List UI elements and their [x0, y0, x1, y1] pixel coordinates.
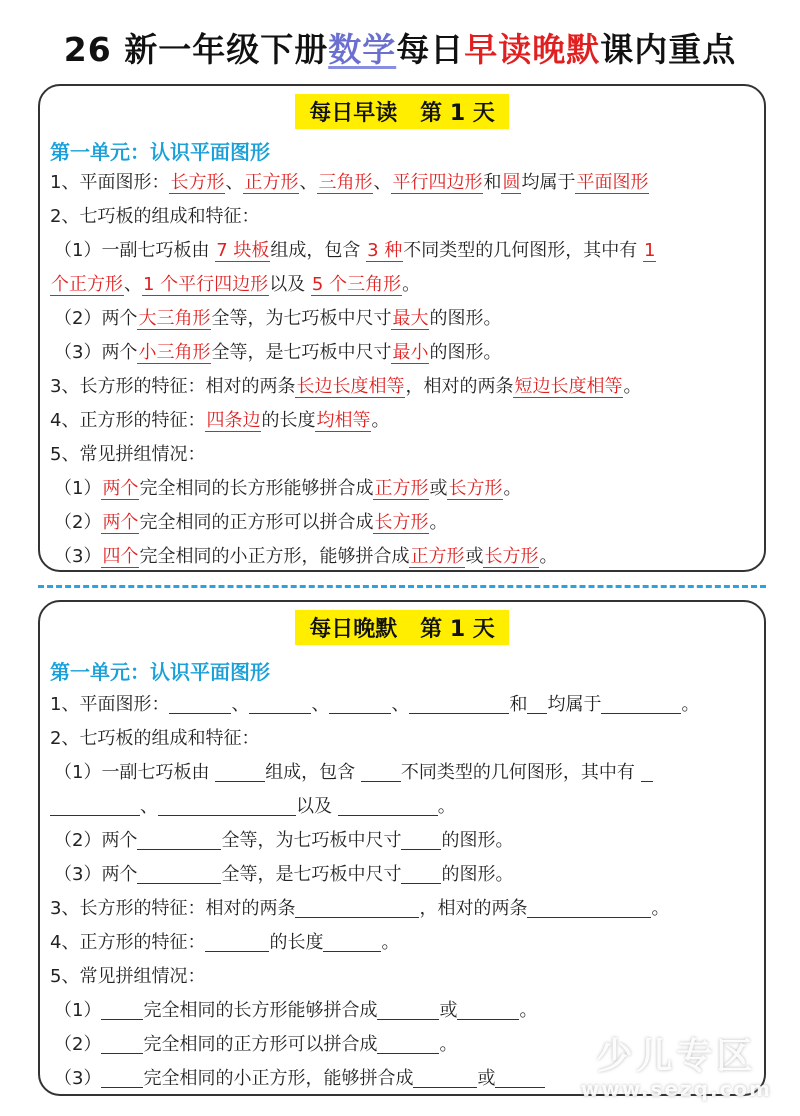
text: 组成，包含: [265, 762, 361, 783]
text: 完全相同的正方形可以拼合成: [139, 512, 374, 533]
blank[interactable]: [323, 930, 381, 952]
text: 、: [373, 172, 392, 193]
text: 。: [439, 1034, 458, 1055]
answer: 四个: [102, 546, 139, 567]
text: 、: [231, 694, 250, 715]
card-header: [40, 94, 764, 129]
title-part: 课内重点: [600, 30, 737, 69]
line: [50, 892, 754, 926]
line: 2、七巧板的组成和特征：: [50, 206, 260, 227]
morning-reading-card: [38, 84, 766, 572]
text: 的图形。: [429, 308, 502, 329]
unit-title: 第一单元：认识平面图形: [50, 660, 270, 684]
line: [50, 404, 754, 438]
blank[interactable]: [361, 760, 401, 782]
blank[interactable]: [377, 998, 439, 1020]
answer: 长边长度相等: [296, 376, 405, 397]
line: [50, 926, 754, 960]
line: [50, 506, 754, 540]
blank[interactable]: [101, 1032, 143, 1054]
text: 、: [391, 694, 410, 715]
answer: 两个: [102, 512, 139, 533]
text: 全等，为七巧板中尺寸: [221, 830, 402, 851]
blank[interactable]: [601, 692, 681, 714]
text: 的图形。: [441, 830, 514, 851]
line: [50, 336, 754, 370]
text: 。: [539, 546, 558, 567]
answer: 5 个三角形: [311, 274, 402, 295]
line: [50, 302, 754, 336]
text: 组成，包含: [270, 240, 367, 261]
blank[interactable]: [101, 1066, 143, 1088]
answer: 正方形: [410, 546, 465, 567]
answer: 3 种: [367, 240, 403, 261]
text: （1）一副七巧板由: [54, 762, 216, 783]
line: 5、常见拼组情况：: [50, 966, 206, 987]
text: 的长度: [261, 410, 316, 431]
text: （3）两个: [54, 342, 138, 363]
text: 全等，是七巧板中尺寸: [211, 342, 392, 363]
title-highlight: 早读晚默: [464, 30, 601, 69]
answer: 长方形: [484, 546, 539, 567]
text: 的图形。: [441, 864, 514, 885]
answer: 正方形: [374, 478, 429, 499]
text: 的图形。: [429, 342, 502, 363]
blank[interactable]: [641, 760, 653, 782]
blank[interactable]: [527, 692, 547, 714]
text: 全等，是七巧板中尺寸: [221, 864, 402, 885]
text: 或: [465, 546, 484, 567]
blank[interactable]: [401, 862, 441, 884]
blank[interactable]: [50, 794, 140, 816]
text: 1、平面图形：: [50, 172, 170, 193]
answer: 短边长度相等: [514, 376, 623, 397]
line: [50, 994, 754, 1028]
text: 3、长方形的特征：相对的两条: [50, 898, 296, 919]
blank[interactable]: [527, 896, 651, 918]
site-watermark: [581, 1028, 772, 1101]
text: 或: [429, 478, 448, 499]
line: [50, 268, 754, 302]
answer: 1: [644, 240, 656, 261]
text: ，相对的两条: [419, 898, 528, 919]
text: 。: [429, 512, 448, 533]
text: 不同类型的几何图形，其中有: [403, 240, 644, 261]
title-part: 26 新一年级下册: [63, 30, 329, 69]
line: [50, 790, 754, 824]
blank[interactable]: [457, 998, 519, 1020]
text: 不同类型的几何图形，其中有: [400, 762, 641, 783]
watermark-url: www.sezq.com: [580, 1077, 772, 1101]
text: 。: [402, 274, 421, 295]
text: 。: [503, 478, 522, 499]
text: 3、长方形的特征：相对的两条: [50, 376, 296, 397]
text: 、: [225, 172, 244, 193]
watermark-name: 少儿专区: [596, 1036, 757, 1077]
line: [50, 858, 754, 892]
answer: 圆: [502, 172, 521, 193]
line: [50, 472, 754, 506]
text: 和: [509, 694, 528, 715]
blank[interactable]: [377, 1032, 439, 1054]
answer: 平行四边形: [392, 172, 483, 193]
card-header-label: 每日早读 第 1 天: [295, 94, 509, 129]
unit-title: 第一单元：认识平面图形: [50, 140, 270, 164]
blank[interactable]: [249, 692, 311, 714]
blank[interactable]: [401, 828, 441, 850]
text: 。: [371, 410, 390, 431]
text: 4、正方形的特征：: [50, 932, 206, 953]
text: 均属于: [521, 172, 576, 193]
line: [50, 540, 754, 574]
text: 均属于: [547, 694, 602, 715]
text: （3）: [54, 1068, 102, 1089]
blank[interactable]: [495, 1066, 545, 1088]
answer: 两个: [102, 478, 139, 499]
title-part: 每日: [396, 30, 465, 69]
answer: 小三角形: [138, 342, 211, 363]
text: 以及: [296, 796, 338, 817]
blank[interactable]: [137, 828, 221, 850]
text: 或: [477, 1068, 496, 1089]
text: 完全相同的小正方形，能够拼合成: [139, 546, 410, 567]
answer: 最大: [392, 308, 429, 329]
blank[interactable]: [215, 760, 265, 782]
answer: 平面图形: [576, 172, 649, 193]
evening-dictation-card: [38, 600, 766, 1096]
text: （2）两个: [54, 308, 138, 329]
answer: 大三角形: [138, 308, 211, 329]
answer: 四条边: [206, 410, 261, 431]
text: 、: [124, 274, 142, 295]
blank[interactable]: [295, 896, 419, 918]
answer: 长方形: [374, 512, 429, 533]
text: 。: [681, 694, 700, 715]
text: （3）: [54, 546, 102, 567]
blank[interactable]: [101, 998, 143, 1020]
text: 。: [381, 932, 400, 953]
line: 2、七巧板的组成和特征：: [50, 728, 260, 749]
text: 以及: [269, 274, 311, 295]
blank[interactable]: [158, 794, 296, 816]
text: 全等，为七巧板中尺寸: [211, 308, 392, 329]
answer: 长方形: [448, 478, 503, 499]
blank[interactable]: [409, 692, 509, 714]
blank[interactable]: [169, 692, 231, 714]
blank[interactable]: [329, 692, 391, 714]
text: 完全相同的长方形能够拼合成: [143, 1000, 378, 1021]
line: [50, 824, 754, 858]
text: ，相对的两条: [405, 376, 514, 397]
card-header: [40, 610, 764, 645]
answer: 均相等: [316, 410, 371, 431]
line: [50, 688, 754, 722]
text: 或: [439, 1000, 458, 1021]
text: 完全相同的小正方形，能够拼合成: [143, 1068, 414, 1089]
title-subject: 数学: [328, 30, 397, 69]
text: 、: [140, 796, 158, 817]
text: 和: [483, 172, 502, 193]
text: 完全相同的正方形可以拼合成: [143, 1034, 378, 1055]
text: 、: [299, 172, 318, 193]
answer: 个正方形: [51, 274, 123, 295]
line: 5、常见拼组情况：: [50, 444, 206, 465]
answer: 1 个平行四边形: [143, 274, 269, 295]
text: 。: [519, 1000, 538, 1021]
text: 的长度: [269, 932, 324, 953]
text: （2）两个: [54, 830, 138, 851]
text: （2）: [54, 512, 102, 533]
morning-lines: [50, 166, 754, 574]
line: [50, 166, 754, 200]
line: [50, 370, 754, 404]
page-title: [0, 24, 800, 71]
blank[interactable]: [338, 794, 438, 816]
text: 。: [623, 376, 642, 397]
text: 4、正方形的特征：: [50, 410, 206, 431]
text: 。: [651, 898, 670, 919]
text: 。: [437, 796, 456, 817]
text: （1）: [54, 478, 102, 499]
text: （3）两个: [54, 864, 138, 885]
answer: 正方形: [244, 172, 299, 193]
answer: 7 块板: [216, 240, 270, 261]
text: 完全相同的长方形能够拼合成: [139, 478, 374, 499]
blank[interactable]: [137, 862, 221, 884]
line: [50, 234, 754, 268]
blank[interactable]: [205, 930, 269, 952]
text: （1）: [54, 1000, 102, 1021]
line: [50, 756, 754, 790]
text: （2）: [54, 1034, 102, 1055]
text: 1、平面图形：: [50, 694, 170, 715]
text: 、: [311, 694, 330, 715]
card-header-label: 每日晚默 第 1 天: [295, 610, 509, 645]
answer: 三角形: [318, 172, 373, 193]
answer: 长方形: [170, 172, 225, 193]
text: （1）一副七巧板由: [54, 240, 216, 261]
section-divider: [38, 585, 766, 588]
blank[interactable]: [413, 1066, 477, 1088]
answer: 最小: [392, 342, 429, 363]
